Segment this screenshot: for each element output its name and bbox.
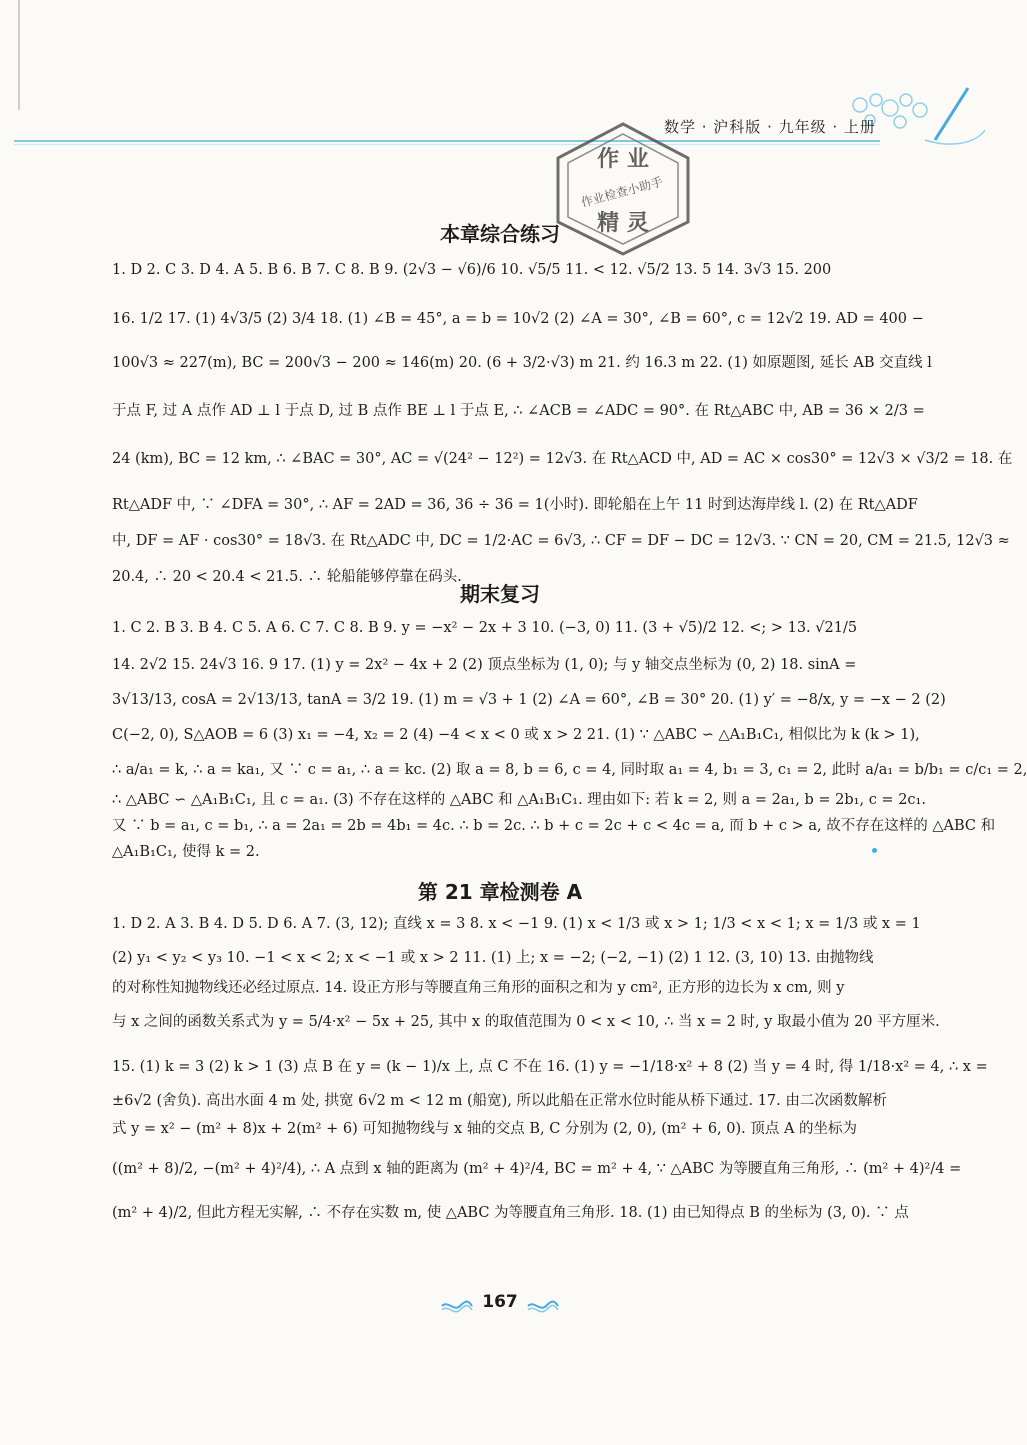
answer-line: ∴ △ABC ∽ △A₁B₁C₁, 且 c = a₁. (3) 不存在这样的 △ABC 和 △A₁B₁C₁. 理由如下: 若 k = 2, 则 a = 2a₁, b = 2b₁, c = 2c₁. bbox=[112, 792, 926, 808]
answer-line: ∴ a/a₁ = k, ∴ a = ka₁, 又 ∵ c = a₁, ∴ a = kc. (2) 取 a = 8, b = 6, c = 4, 同时取 a₁ = 4, b₁ = 3, c₁ = 2, 此时 a/a₁ = b/b₁ = c/c₁ = 2, bbox=[112, 762, 1027, 778]
answer-line: 式 y = x² − (m² + 8)x + 2(m² + 6) 可知抛物线与 x 轴的交点 B, C 分别为 (2, 0), (m² + 6, 0). 顶点 A 的坐标为 bbox=[112, 1121, 858, 1137]
answer-line: 1. C 2. B 3. B 4. C 5. A 6. C 7. C 8. B 9. y = −x² − 2x + 3 10. (−3, 0) 11. (3 + √5)/2 12. <; > 13. √21/5 bbox=[112, 620, 858, 636]
section-title: 期末复习 bbox=[460, 582, 540, 606]
answer-line: 又 ∵ b = a₁, c = b₁, ∴ a = 2a₁ = 2b = 4b₁ = 4c. ∴ b = 2c. ∴ b + c = 2c + c < 4c = a, 而 b + c > a, 故不存在这样的 △ABC 和 bbox=[112, 818, 996, 834]
answer-line: 于点 F, 过 A 点作 AD ⊥ l 于点 D, 过 B 点作 BE ⊥ l 于点 E, ∴ ∠ACB = ∠ADC = 90°. 在 Rt△ABC 中, AB = 36 × 2/3 = bbox=[112, 403, 925, 419]
section-title: 第 21 章检测卷 A bbox=[417, 880, 583, 904]
blue-dot-mark bbox=[872, 848, 877, 853]
page-footer bbox=[440, 1290, 560, 1320]
answer-line: 中, DF = AF · cos30° = 18√3. 在 Rt△ADC 中, DC = 1/2·AC = 6√3, ∴ CF = DF − DC = 12√3. ∵ CN = 20, CM = 21.5, 12√3 ≈ bbox=[112, 533, 1010, 549]
answer-block bbox=[112, 908, 988, 1229]
answer-line: (m² + 4)/2, 但此方程无实解, ∴ 不存在实数 m, 使 △ABC 为等腰直角三角形. 18. (1) 由已知得点 B 的坐标为 (3, 0). ∵ 点 bbox=[112, 1205, 909, 1221]
answer-line: 与 x 之间的函数关系式为 y = 5/4·x² − 5x + 25, 其中 x 的取值范围为 0 < x < 10, ∴ 当 x = 2 时, y 取最小值为 20 平方厘米. bbox=[112, 1014, 940, 1030]
answer-line: ±6√2 (舍负). 高出水面 4 m 处, 拱宽 6√2 m < 12 m (船宽), 所以此船在正常水位时能从桥下通过. 17. 由二次函数解析 bbox=[112, 1093, 887, 1109]
answer-line: 16. 1/2 17. (1) 4√3/5 (2) 3/4 18. (1) ∠B = 45°, a = b = 10√2 (2) ∠A = 30°, ∠B = 60°, c = 12√2 19. AD = 400 − bbox=[112, 311, 924, 327]
stamp-bottom-text: 精 灵 bbox=[597, 211, 649, 236]
header-rule-thin bbox=[14, 144, 880, 145]
answer-block bbox=[112, 612, 1027, 868]
stamp-top-text: 作 业 bbox=[597, 147, 649, 172]
answer-line: △A₁B₁C₁, 使得 k = 2. bbox=[112, 844, 260, 860]
answer-line: 100√3 ≈ 227(m), BC = 200√3 − 200 ≈ 146(m) 20. (6 + 3/2·√3) m 21. 约 16.3 m 22. (1) 如原题图, 延长 AB 交直线 l bbox=[112, 355, 932, 371]
answer-line: (2) y₁ < y₂ < y₃ 10. −1 < x < 2; x < −1 或 x > 2 11. (1) 上; x = −2; (−2, −1) (2) 1 12. (3, 10) 13. 由抛物线 bbox=[112, 950, 874, 966]
answer-line: 3√13/13, cosA = 2√13/13, tanA = 3/2 19. (1) m = √3 + 1 (2) ∠A = 60°, ∠B = 30° 20. (1) y′ = −8/x, y = −x − 2 (2) bbox=[112, 692, 946, 708]
answer-line: 1. D 2. C 3. D 4. A 5. B 6. B 7. C 8. B 9. (2√3 − √6)/6 10. √5/5 11. < 12. √5/2 13. 5 14. 3√3 15. 200 bbox=[112, 262, 832, 278]
answer-line: 15. (1) k = 3 (2) k > 1 (3) 点 B 在 y = (k − 1)/x 上, 点 C 不在 16. (1) y = −1/18·x² + 8 (2) 当 y = 4 时, 得 1/18·x² = 4, ∴ x = bbox=[112, 1059, 988, 1075]
answer-line: 的对称性知抛物线还必经过原点. 14. 设正方形与等腰直角三角形的面积之和为 y cm², 正方形的边长为 x cm, 则 y bbox=[112, 980, 845, 996]
answer-line: C(−2, 0), S△AOB = 6 (3) x₁ = −4, x₂ = 2 (4) −4 < x < 0 或 x > 2 21. (1) ∵ △ABC ∽ △A₁B₁C₁, 相似比为 k (k > 1), bbox=[112, 727, 920, 743]
answer-line: 14. 2√2 15. 24√3 16. 9 17. (1) y = 2x² − 4x + 2 (2) 顶点坐标为 (1, 0); 与 y 轴交点坐标为 (0, 2) 18. sinA = bbox=[112, 657, 857, 673]
answer-line: ((m² + 8)/2, −(m² + 4)²/4), ∴ A 点到 x 轴的距离为 (m² + 4)²/4, BC = m² + 4, ∵ △ABC 为等腰直角三角形, ∴ (m² + 4)²/4 = bbox=[112, 1161, 962, 1177]
stamp-middle-text: 作业检查小助手 bbox=[579, 174, 665, 210]
header-rule bbox=[14, 140, 880, 142]
answer-line: 20.4, ∴ 20 < 20.4 < 21.5. ∴ 轮船能够停靠在码头. bbox=[112, 569, 462, 585]
answer-block bbox=[112, 254, 1013, 593]
answer-line: 24 (km), BC = 12 km, ∴ ∠BAC = 30°, AC = √(24² − 12²) = 12√3. 在 Rt△ACD 中, AD = AC × cos30° = 12√3 × √3/2 = 18. 在 bbox=[112, 451, 1013, 467]
answer-line: Rt△ADF 中, ∵ ∠DFA = 30°, ∴ AF = 2AD = 36, 36 ÷ 36 = 1(小时). 即轮船在上午 11 时到达海岸线 l. (2) 在 Rt△ADF bbox=[112, 497, 918, 513]
running-head: 数学 · 沪科版 · 九年级 · 上册 bbox=[664, 118, 876, 136]
right-wave-ornament bbox=[526, 1298, 560, 1314]
answer-line: 1. D 2. A 3. B 4. D 5. D 6. A 7. (3, 12); 直线 x = 3 8. x < −1 9. (1) x < 1/3 或 x > 1; 1/3 < x < 1; x = 1/3 或 x = 1 bbox=[112, 916, 921, 932]
section-title: 本章综合练习 bbox=[440, 222, 560, 246]
binding-margin-line bbox=[18, 0, 20, 110]
page-number: 167 bbox=[482, 1292, 518, 1312]
